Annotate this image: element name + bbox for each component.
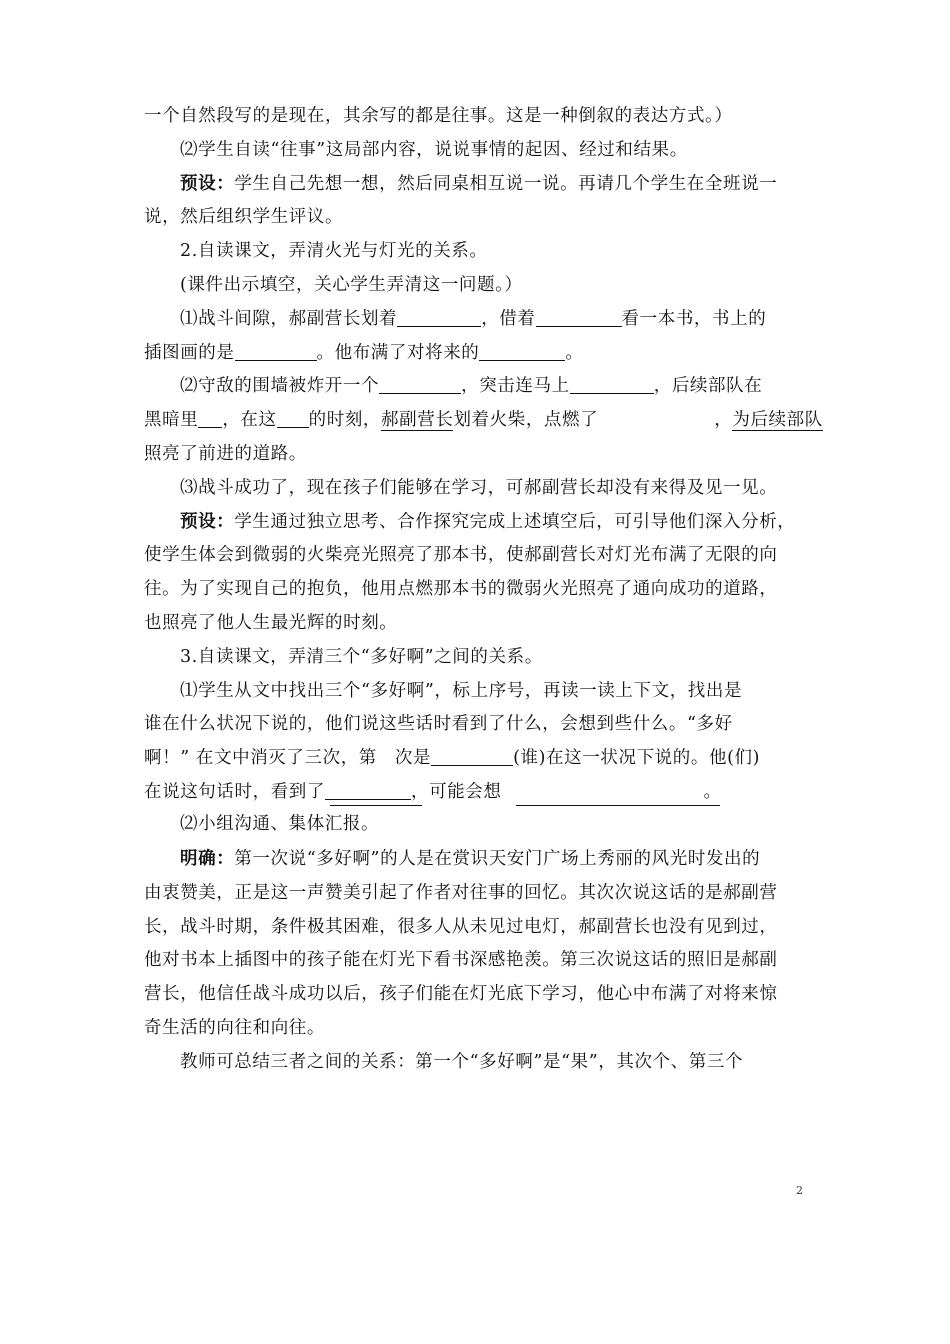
clarify-label: 明确： (180, 849, 235, 869)
text-segment: ⑴战斗间隙，郝副营长划着 (180, 309, 398, 329)
blank-line (479, 342, 565, 361)
section-heading: 2.自读课文，弄清火光与灯光的关系。 (180, 241, 488, 261)
preset-text: 学生自己先想一想，然后同桌相互说一说。再请几个学生在全班说一 (234, 174, 778, 194)
fill-blank-line (144, 780, 824, 804)
paragraph-line: ⑶战斗成功了，现在孩子们能够在学习，可郝副营长却没有来得及见一见。 (180, 478, 778, 498)
text-segment: 插图画的是 (144, 343, 235, 363)
paragraph-line: 由衷赞美，正是这一声赞美引起了作者对往事的回忆。其次次说这话的是郝副营 (144, 883, 778, 903)
blank-line (379, 375, 461, 394)
answer-underline (516, 805, 720, 806)
paragraph-line: 长，战斗时期，条件极其困难，很多人从未见过电灯，郝副营长也没有见到过， (144, 917, 778, 937)
clarify-line (180, 847, 820, 871)
blank-line (536, 308, 622, 327)
blank-line (397, 308, 481, 327)
text-segment: ，借着 (481, 309, 536, 329)
paragraph-line: 教师可总结三者之间的关系：第一个“多好啊”是“果”，其次个、第三个 (180, 1052, 744, 1072)
answer-underline (330, 805, 422, 806)
text-segment: ，突击连马上 (461, 376, 570, 396)
paragraph-line: ⑵小组沟通、集体汇报。 (180, 814, 380, 834)
text-segment: 的时刻， (308, 410, 382, 430)
blank-line (570, 375, 654, 394)
text-segment: ⑵守敌的围墙被炸开一个 (180, 376, 380, 396)
preset-text: 学生通过独立思考、合作探究完成上述填空后，可引导他们深入分析， (234, 512, 796, 532)
text-segment: 看一本书，书上的 (621, 309, 767, 329)
text-segment: ，后续部队在 (653, 376, 763, 396)
text-segment: 次是 (394, 748, 432, 768)
text-segment: (谁)在这一状况下说的。他(们) (513, 748, 761, 768)
text-segment: 。 (565, 343, 584, 363)
text-segment: ， (714, 410, 733, 430)
text-segment: 。 (703, 782, 722, 802)
fill-blank-line (180, 374, 820, 398)
paragraph-line: 谁在什么状况下说的，他们说这些话时看到了什么，会想到些什么。“多好 (144, 714, 733, 734)
paragraph-line: (课件出示填空，关心学生弄清这一问题。） (180, 275, 523, 295)
paragraph-line: 说，然后组织学生评议。 (144, 207, 344, 227)
fill-blank-line (144, 408, 824, 432)
text-segment: 黑暗里 (144, 410, 199, 430)
clarify-text: 第一次说“多好啊”的人是在赏识天安门广场上秀丽的风光时发出的 (234, 849, 761, 869)
paragraph-line: 他对书本上插图中的孩子能在灯光下看书深感艳羡。第三次说这话的照旧是郝副 (144, 950, 778, 970)
paragraph-line: ⑵学生自读“往事”这局部内容，说说事情的起因、经过和结果。 (180, 140, 688, 160)
fill-blank-line (144, 341, 824, 365)
fill-blank-line (144, 746, 824, 770)
underlined-text: 郝副营长 (381, 410, 454, 430)
blank-line (277, 409, 309, 428)
preset-line (180, 172, 820, 196)
blank-line (235, 342, 317, 361)
blank-line (325, 781, 411, 800)
text-segment: ，在这 (222, 410, 277, 430)
text-segment: 啊！” 在文中消灭了三次，第 (144, 748, 377, 768)
paragraph-line: 使学生体会到微弱的火柴亮光照亮了那本书，使郝副营长对灯光布满了无限的向 (144, 545, 778, 565)
text-segment: 。他布满了对将来的 (316, 343, 480, 363)
fill-blank-line (180, 307, 820, 331)
paragraph-line: ⑴学生从文中找出三个“多好啊”，标上序号，再读一读上下文，找出是 (180, 681, 743, 701)
section-heading: 3.自读课文，弄清三个“多好啊”之间的关系。 (180, 647, 543, 667)
text-segment: 划着火柴，点燃了 (453, 410, 599, 430)
underlined-text: 为后续部队 (732, 410, 823, 430)
preset-label: 预设： (180, 512, 235, 532)
paragraph-line: 一个自然段写的是现在，其余写的都是往事。这是一种倒叙的表达方式。） (144, 106, 733, 126)
paragraph-line: 营长，他信任战斗成功以后，孩子们能在灯光底下学习，他心中布满了对将来惊 (144, 984, 778, 1004)
page-number: 2 (796, 1184, 803, 1197)
paragraph-line: 照亮了前进的道路。 (144, 444, 307, 464)
text-segment: 在说这句话时，看到了 (144, 782, 325, 802)
blank-line (431, 747, 513, 766)
paragraph-line: 奇生活的向往和向往。 (144, 1018, 325, 1038)
blank-line (198, 409, 222, 428)
paragraph-line: 往。为了实现自己的抱负，他用点燃那本书的微弱火光照亮了通向成功的道路， (144, 579, 778, 599)
paragraph-line: 也照亮了他人生最光辉的时刻。 (144, 613, 398, 633)
preset-line (180, 510, 820, 534)
preset-label: 预设： (180, 174, 235, 194)
text-segment: ，可能会想 (411, 782, 502, 802)
